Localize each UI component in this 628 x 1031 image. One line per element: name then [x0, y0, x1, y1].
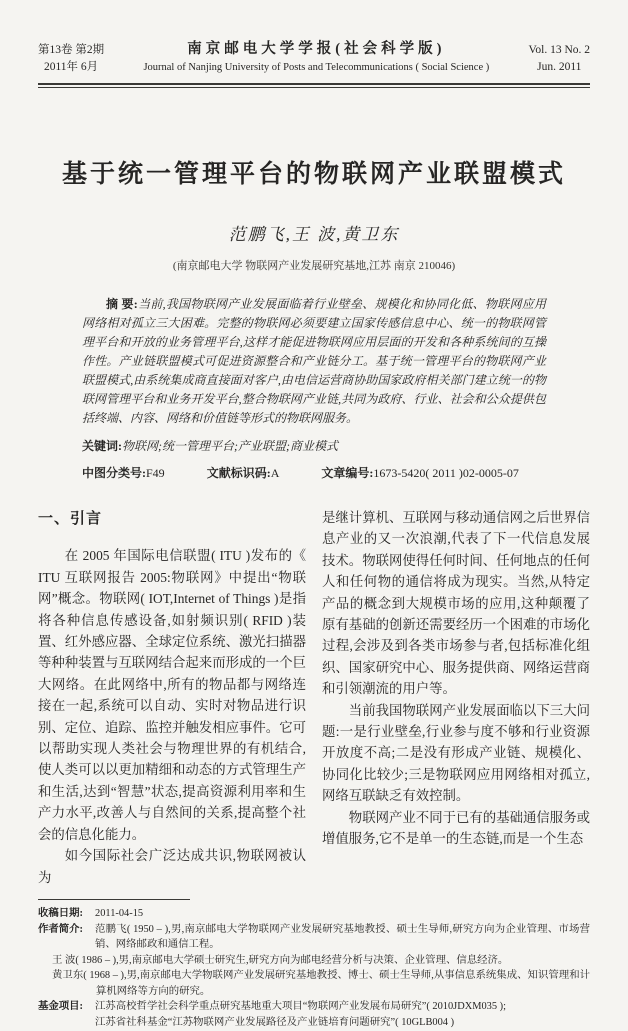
doc-code-segment — [207, 464, 280, 483]
clc-value: F49 — [146, 466, 165, 480]
author-bio-3: 黄卫东( 1968 – ),男,南京邮电大学物联网产业发展研究基地教授、博士、硕士生导师,从事信息系统集成、知识管理和计算机网络等方向的研究。 — [52, 970, 590, 997]
received-date-value: 2011-04-15 — [95, 907, 144, 919]
author-bio-label: 作者简介: — [38, 923, 84, 935]
article-id-value: 1673-5420( 2011 )02-0005-07 — [373, 466, 519, 480]
footnote-block — [38, 906, 590, 1031]
header-divider-rule — [38, 83, 590, 88]
journal-title-en: Journal of Nanjing University of Posts and Telecommunications ( Social Science ) — [143, 62, 490, 73]
fund-project-list — [95, 999, 590, 1030]
right-column — [322, 507, 590, 888]
journal-title-cn: 南京邮电大学学报(社会科学版) — [187, 41, 446, 57]
fund-project-row — [38, 999, 590, 1030]
article-id-label: 文章编号: — [321, 466, 374, 480]
fund-project-label: 基金项目: — [38, 1001, 84, 1013]
abstract-text: 当前,我国物联网产业发展面临着行业壁垒、规模化和协同化低、物联网应用网络相对孤立三大困难。完整的物联网必须要建立国家传感信息中心、统一的物联网管理平台和开放的业务管理平台,这样才能促进物联网应用层面的开发和各种系统间的互操作性。产业链联盟模式可促进资源整合和产业链分工。基于统一管理平台的物联网产业联盟模式,由系统集成商直接面对客户,由电信运营商协助国家政府相关部门建立统一的物联网管理平台和业务开发平台,整合物联网产业链,共同为政府、行业、社会和公众提供包括终端、内容、网络和价值链等形式的物联网服务。 — [82, 297, 546, 425]
abstract-paragraph — [82, 295, 546, 428]
clc-segment — [82, 464, 165, 483]
volume-number-line: Vol. 13 No. 2 — [528, 44, 590, 56]
body-paragraph: 如今国际社会广泛达成共识,物联网被认为 — [38, 848, 306, 885]
body-columns — [38, 507, 590, 888]
article-authors: 范鹏飞,王 波,黄卫东 — [228, 225, 400, 244]
date-line-en: Jun. 2011 — [537, 61, 582, 73]
body-paragraph: 当前我国物联网产业发展面临以下三大问题:一是行业壁垒,行业参与度不够和行业资源开放度不高;二是没有形成产业链、规模化、协同化比较少;三是物联网应用网络相对孤立,网络互联缺乏有效控制。 — [322, 702, 590, 804]
section-heading-introduction: 一、引言 — [38, 511, 103, 527]
received-date-label: 收稿日期: — [38, 907, 84, 919]
footnote-divider-rule — [38, 899, 190, 900]
keywords-line — [82, 437, 546, 456]
body-paragraph: 物联网产业不同于已有的基础通信服务或增值服务,它不是单一的生态链,而是一个生态 — [322, 809, 590, 847]
author-bio-row — [38, 922, 590, 953]
fund-project-1: 江苏高校哲学社会科学重点研究基地重大项目“物联网产业发展布局研究”( 2010JDXM035 ); — [95, 1001, 506, 1013]
article-id-segment — [321, 464, 519, 483]
keywords-label: 关键词: — [82, 439, 122, 453]
date-line-cn: 2011年 6月 — [43, 61, 99, 73]
journal-title-block — [104, 40, 528, 76]
author-bio-2: 王 波( 1986 – ),男,南京邮电大学硕士研究生,研究方向为邮电经营分析与决策、企业管理、信息经济。 — [52, 954, 509, 966]
left-column — [38, 507, 306, 888]
classification-line — [82, 464, 546, 483]
author-bio-1: 范鹏飞( 1950 – ),男,南京邮电大学物联网产业发展研究基地教授、硕士生导师,研究方向为企业管理、市场营销、网络邮政和通信工程。 — [95, 923, 590, 951]
received-date-row — [38, 906, 590, 922]
doc-code-label: 文献标识码: — [206, 466, 271, 480]
fund-project-2: 江苏省社科基金“江苏物联网产业发展路径及产业链培育问题研究”( 10GLB004 ) — [95, 1017, 455, 1029]
abstract-label: 摘 要: — [106, 297, 138, 311]
article-title: 基于统一管理平台的物联网产业联盟模式 — [61, 161, 566, 188]
journal-header — [38, 40, 590, 76]
volume-issue-line: 第13卷 第2期 — [38, 44, 105, 56]
article-affiliation: (南京邮电大学 物联网产业发展研究基地,江苏 南京 210046) — [172, 260, 456, 272]
abstract-block — [82, 295, 546, 483]
clc-label: 中图分类号: — [82, 466, 146, 480]
body-paragraph: 是继计算机、互联网与移动通信网之后世界信息产业的又一次浪潮,代表了下一代信息发展技术。物联网使得任何时间、任何地点的任何人和任何物的通信将成为现实。当然,从特定产品的概念到大规模市场的应用,这种颠覆了原有基础的创新还需要经历一个困难的市场化过程,会涉及到各类市场参与者,包括标准化组织、国家研究中心、服务提供商、网络运营商和引领潮流的用户等。 — [322, 510, 590, 697]
keywords-text: 物联网;统一管理平台;产业联盟;商业模式 — [122, 439, 338, 453]
journal-volume-issue-cn — [38, 40, 104, 76]
journal-volume-issue-en — [529, 40, 590, 76]
doc-code-value: A — [270, 466, 280, 480]
body-paragraph: 在 2005 年国际电信联盟( ITU )发布的《 ITU 互联网报告 2005:物联网》中提出“物联网”概念。物联网( IOT,Internet of Things )是指将各种信息传感设备,如射频识别( RFID )装置、红外感应器、全球定位系统、激光扫描器等种种装置与互联网结合起来而形成的一个巨大网络。在此网络中,所有的物品都与网络连接在一起,系统可以自动、实时对物品进行识别、定位、追踪、监控并触发相应事件。它可以帮助实现人类社会与物理世界的有机结合,使人类可以以更加精细和动态的方式管理生产和生活,达到“智慧”状态,提高资源利用率和生产力水平,改善人与自然间的关系,提高整个社会的信息化能力。 — [38, 548, 306, 842]
